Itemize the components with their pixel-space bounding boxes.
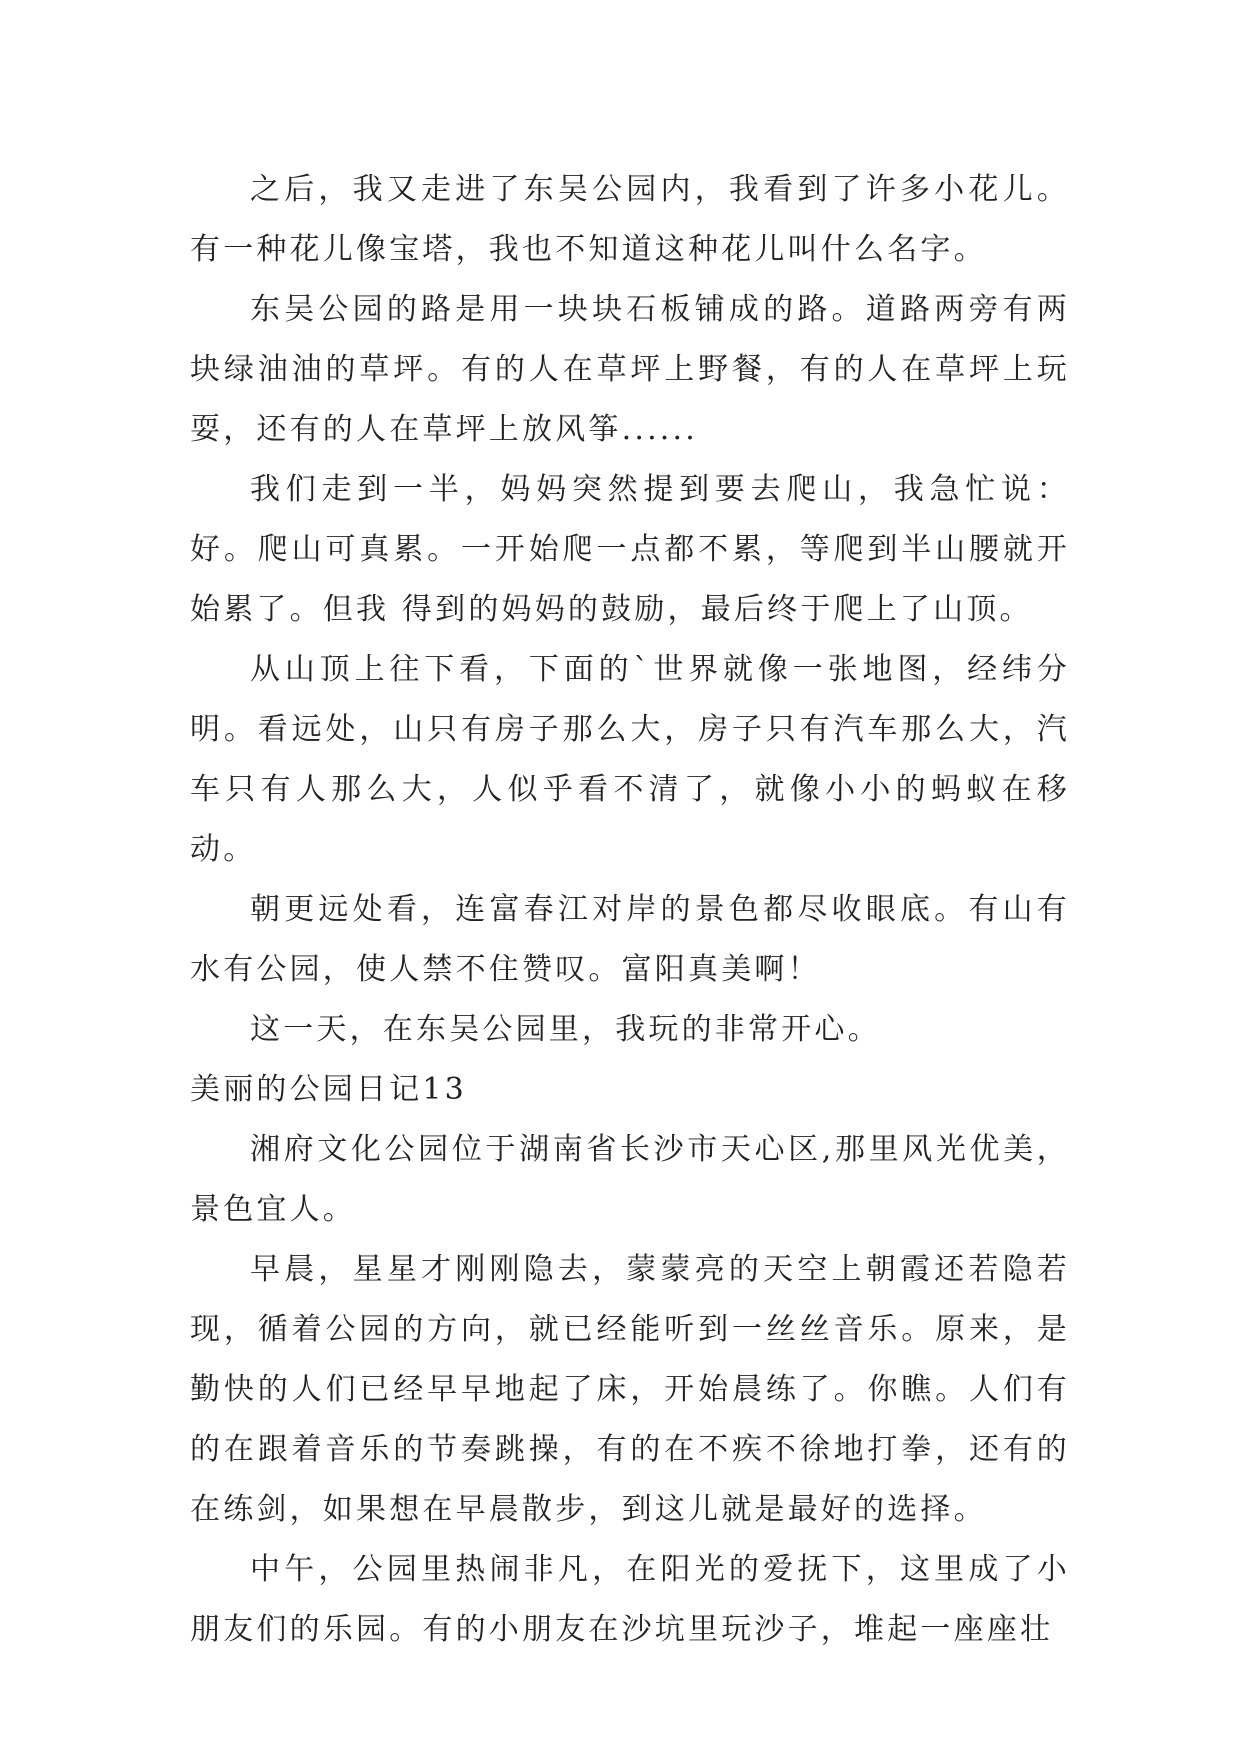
paragraph: 从山顶上往下看，下面的`世界就像一张地图，经纬分明。看远处，山只有房子那么大，房子只有汽车那么大，汽车只有人那么大，人似乎看不清了，就像小小的蚂蚁在移动。 <box>190 652 1070 867</box>
section-title: 美丽的公园日记13 <box>190 1072 467 1107</box>
paragraph: 早晨，星星才刚刚隐去，蒙蒙亮的天空上朝霞还若隐若现，循着公园的方向，就已经能听到一丝丝音乐。原来，是勤快的人们已经早早地起了床，开始晨练了。你瞧。人们有的在跟着音乐的节奏跳操，有的在不疾不徐地打拳，还有的在练剑，如果想在早晨散步，到这儿就是最好的选择。 <box>190 1252 1070 1527</box>
paragraph: 这一天，在东吴公园里，我玩的非常开心。 <box>250 1012 881 1047</box>
paragraph: 中午，公园里热闹非凡，在阳光的爱抚下，这里成了小朋友们的乐园。有的小朋友在沙坑里玩沙子，堆起一座座壮 <box>190 1552 1070 1647</box>
paragraph: 朝更远处看，连富春江对岸的景色都尽收眼底。有山有水有公园，使人禁不住赞叹。富阳真美啊！ <box>190 892 1070 987</box>
document-body <box>190 160 1070 1660</box>
paragraph: 东吴公园的路是用一块块石板铺成的路。道路两旁有两块绿油油的草坪。有的人在草坪上野餐，有的人在草坪上玩耍，还有的人在草坪上放风筝...... <box>190 292 1070 447</box>
paragraph: 我们走到一半，妈妈突然提到要去爬山，我急忙说：好。爬山可真累。一开始爬一点都不累，等爬到半山腰就开始累了。但我 得到的妈妈的鼓励，最后终于爬上了山顶。 <box>190 472 1070 627</box>
paragraph: 湘府文化公园位于湖南省长沙市天心区,那里风光优美，景色宜人。 <box>190 1132 1070 1227</box>
paragraph: 之后，我又走进了东吴公园内，我看到了许多小花儿。有一种花儿像宝塔，我也不知道这种花儿叫什么名字。 <box>190 172 1070 267</box>
